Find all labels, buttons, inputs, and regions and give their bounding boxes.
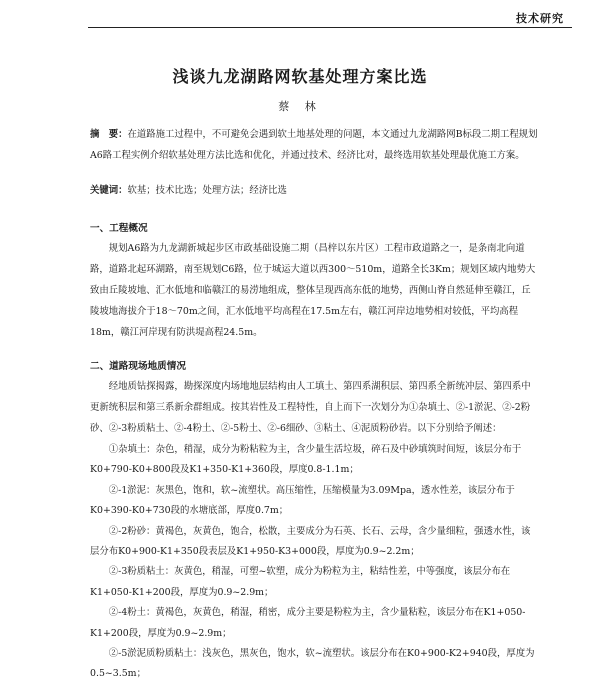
list-item: ②-2粉砂：黄褐色，灰黄色，饱合，松散，主要成分为石英、长石、云母，含少量细粒，强透水性，该层分布K0+900-K1+350段表层及K1+950-K3+000段，厚度为0.9~2.2m； [90, 525, 531, 558]
list-item: ②-5淤泥质粉质粘土：浅灰色，黑灰色，饱水，软~流塑状。该层分布在K0+900-K2+940段，厚度为0.5~3.5m； [90, 648, 535, 680]
section-paragraph-geology: 经地质钻探揭露，勘探深度内场地地层结构由人工填土、第四系湖积层、第四系全新统冲层、第四系中更新统积层和第三系新余群组成。按其岩性及工程特性，自上而下一次划分为①杂填土、②-1淤泥、②-2粉砂、②-3粉质粘土、②-4粉土、②-5粉土、②-6细砂、③粘土、④泥质粉砂岩。以下分别给予阐述： [90, 381, 531, 434]
keywords-label: 关键词： [90, 185, 128, 196]
list-item: ②-4粉土：黄褐色，灰黄色，稍湿，稍密，成分主要是粉粒为主，含少量粘粒，该层分布在K1+050-K1+200段，厚度为0.9~2.9m； [90, 607, 526, 639]
header-rule [88, 27, 572, 28]
list-item: ②-3粉质粘土：灰黄色，稍湿，可塑~软塑，成分为粉粒为主，粘结性差，中等强度，该层分布在K1+050-K1+200段，厚度为0.9~2.9m； [90, 566, 511, 598]
abstract [90, 124, 538, 166]
list-item: ②-1淤泥：灰黑色，饱和，软~流塑状。高压缩性，压缩模量为3.09Mpa，透水性差，该层分布于K0+390-K0+730段的水塘底部，厚度0.7m； [90, 484, 515, 517]
geology-layer-list [90, 440, 538, 685]
keywords-text: 软基；技术比选；处理方法；经济比选 [127, 185, 287, 196]
article-title: 浅谈九龙湖路网软基处理方案比选 [172, 67, 428, 86]
section-heading-overview: 一、工程概况 [90, 223, 148, 234]
section-tag: 技术研究 [516, 12, 564, 25]
abstract-label: 摘 要： [90, 129, 128, 140]
keywords [90, 180, 538, 201]
list-item: ①杂填土：杂色，稍湿，成分为粉粘粒为主，含少量生活垃圾，碎石及中砂填筑时间短，该层分布于K0+790-K0+800段及K1+350-K1+360段，厚度0.8-1.1m； [90, 444, 522, 476]
section-heading-geology: 二、道路现场地质情况 [90, 361, 186, 372]
section-paragraph-overview: 规划A6路为九龙湖新城起步区市政基础设施二期（昌梓以东片区）工程市政道路之一，是条南北向道路，道路北起环湖路，南至规划C6路，位于城运大道以西300～510m，道路全长3Km；规划区域内地势大致由丘陵坡地、汇水低地和临赣江的易涝地组成，整体呈现西高东低的地势，西侧山脊自然延伸至赣江，丘陵坡地海拔介于18～70m之间，汇水低地平均高程在17.5m左右，赣江河岸边地势相对较低，平均高程18m，赣江河岸现有防洪堤高程24.5m。 [90, 243, 536, 338]
article-author: 蔡 林 [278, 100, 322, 113]
abstract-text: 在道路施工过程中，不可避免会遇到软土地基处理的问题，本文通过九龙湖路网B标段二期工程规划A6路工程实例介绍软基处理方法比选和优化，并通过技术、经济比对，最终选用软基处理最优施工方案。 [90, 129, 538, 161]
